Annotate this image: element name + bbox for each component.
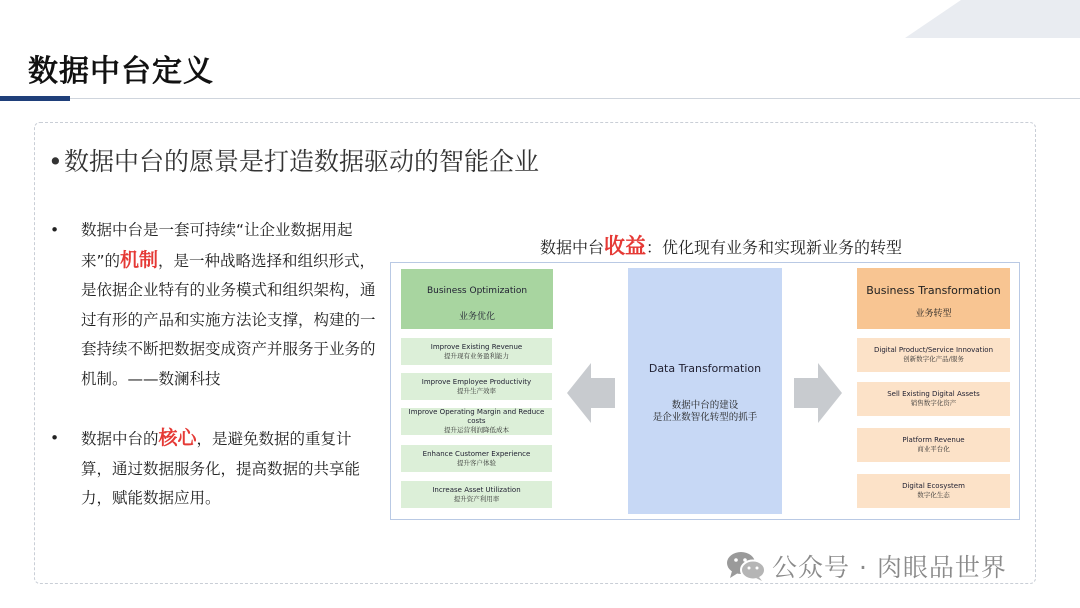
- right-arrow-icon: [794, 363, 842, 423]
- transformation-item: [857, 382, 1010, 416]
- center-line-1: 数据中台的建设: [671, 400, 739, 411]
- diagram-title: [540, 230, 902, 260]
- watermark: [726, 548, 1007, 584]
- item-en: Platform Revenue: [902, 436, 965, 444]
- item-en: Digital Ecosystem: [902, 482, 965, 490]
- benefit-diagram: [390, 262, 1020, 520]
- highlight-mechanism: 机制: [120, 248, 159, 271]
- left-arrow-icon: [567, 363, 615, 423]
- corner-decoration: [905, 0, 1080, 38]
- transformation-item: [857, 338, 1010, 372]
- item-en: Improve Operating Margin and Reduce costs: [408, 408, 545, 425]
- optimization-item: [401, 373, 552, 400]
- item-zh: 提升现有业务盈利能力: [444, 351, 509, 360]
- item-zh: 创新数字化产品/服务: [903, 355, 964, 363]
- highlight-core: 核心: [158, 427, 197, 449]
- business-transformation-header: [857, 268, 1010, 329]
- item-zh: 销售数字化资产: [910, 399, 957, 407]
- diagram-title-before: 数据中台: [540, 238, 605, 257]
- item-zh: 提升生产效率: [457, 386, 496, 395]
- page-title: 数据中台定义: [28, 54, 214, 89]
- header-en: Business Transformation: [866, 284, 1001, 297]
- transformation-item: [857, 474, 1010, 508]
- paragraph-mechanism: [50, 216, 380, 394]
- item-en: Improve Existing Revenue: [430, 342, 523, 351]
- paragraph-text-after: ，是一种战略选择和组织形式，是依据企业特有的业务模式和组织架构，通过有形的产品和实施方法论支撑，构建的一套持续不断把数据变成资产并服务于业务的机制。——数澜科技: [81, 251, 376, 388]
- paragraph-bullet: •: [50, 429, 60, 447]
- paragraph-text: [81, 216, 380, 394]
- header-zh: 业务转型: [915, 309, 952, 319]
- business-optimization-header: [401, 269, 553, 329]
- item-zh: 商业平台化: [917, 445, 950, 453]
- watermark-text: 公众号 · 肉眼品世界: [772, 553, 1007, 582]
- item-en: Increase Asset Utilization: [432, 485, 521, 494]
- center-line-2: 是企业数智化转型的抓手: [652, 412, 758, 423]
- center-description: [628, 400, 782, 424]
- item-zh: 提升客户体验: [457, 458, 496, 467]
- item-en: Sell Existing Digital Assets: [887, 390, 980, 398]
- optimization-item: [401, 338, 552, 365]
- paragraph-core: [50, 424, 380, 514]
- headline-text: 数据中台的愿景是打造数据驱动的智能企业: [64, 147, 540, 176]
- center-title: Data Transformation: [648, 362, 762, 375]
- optimization-item: [401, 481, 552, 508]
- optimization-item: [401, 445, 552, 472]
- diagram-title-highlight: 收益: [604, 234, 647, 258]
- header-zh: 业务优化: [458, 312, 495, 322]
- item-en: Enhance Customer Experience: [422, 449, 531, 458]
- paragraph-text-before: 数据中台是一套可持续“让企业数据用起来”的: [81, 221, 353, 270]
- headline-bullet: •: [48, 147, 63, 176]
- item-en: Digital Product/Service Innovation: [873, 346, 994, 354]
- transformation-item: [857, 428, 1010, 462]
- header-en: Business Optimization: [426, 286, 528, 296]
- title-accent-bar: [0, 96, 70, 101]
- item-zh: 提升运营利润降低成本: [444, 426, 509, 434]
- optimization-item: [401, 408, 552, 435]
- paragraph-text: [81, 424, 380, 514]
- headline: [48, 142, 539, 178]
- paragraph-bullet: •: [50, 221, 60, 239]
- item-zh: 提升资产利用率: [453, 494, 500, 503]
- item-en: Improve Employee Productivity: [421, 377, 532, 386]
- paragraph-text-before: 数据中台的: [81, 430, 159, 448]
- data-transformation-box: [628, 268, 782, 514]
- paragraph-text-after: ，是避免数据的重复计算，通过数据服务化，提高数据的共享能力，赋能数据应用。: [81, 430, 361, 507]
- diagram-title-after: ：优化现有业务和实现新业务的转型: [646, 238, 903, 257]
- wechat-icon: [726, 550, 766, 582]
- title-divider: [0, 98, 1080, 99]
- item-zh: 数字化生态: [917, 491, 950, 499]
